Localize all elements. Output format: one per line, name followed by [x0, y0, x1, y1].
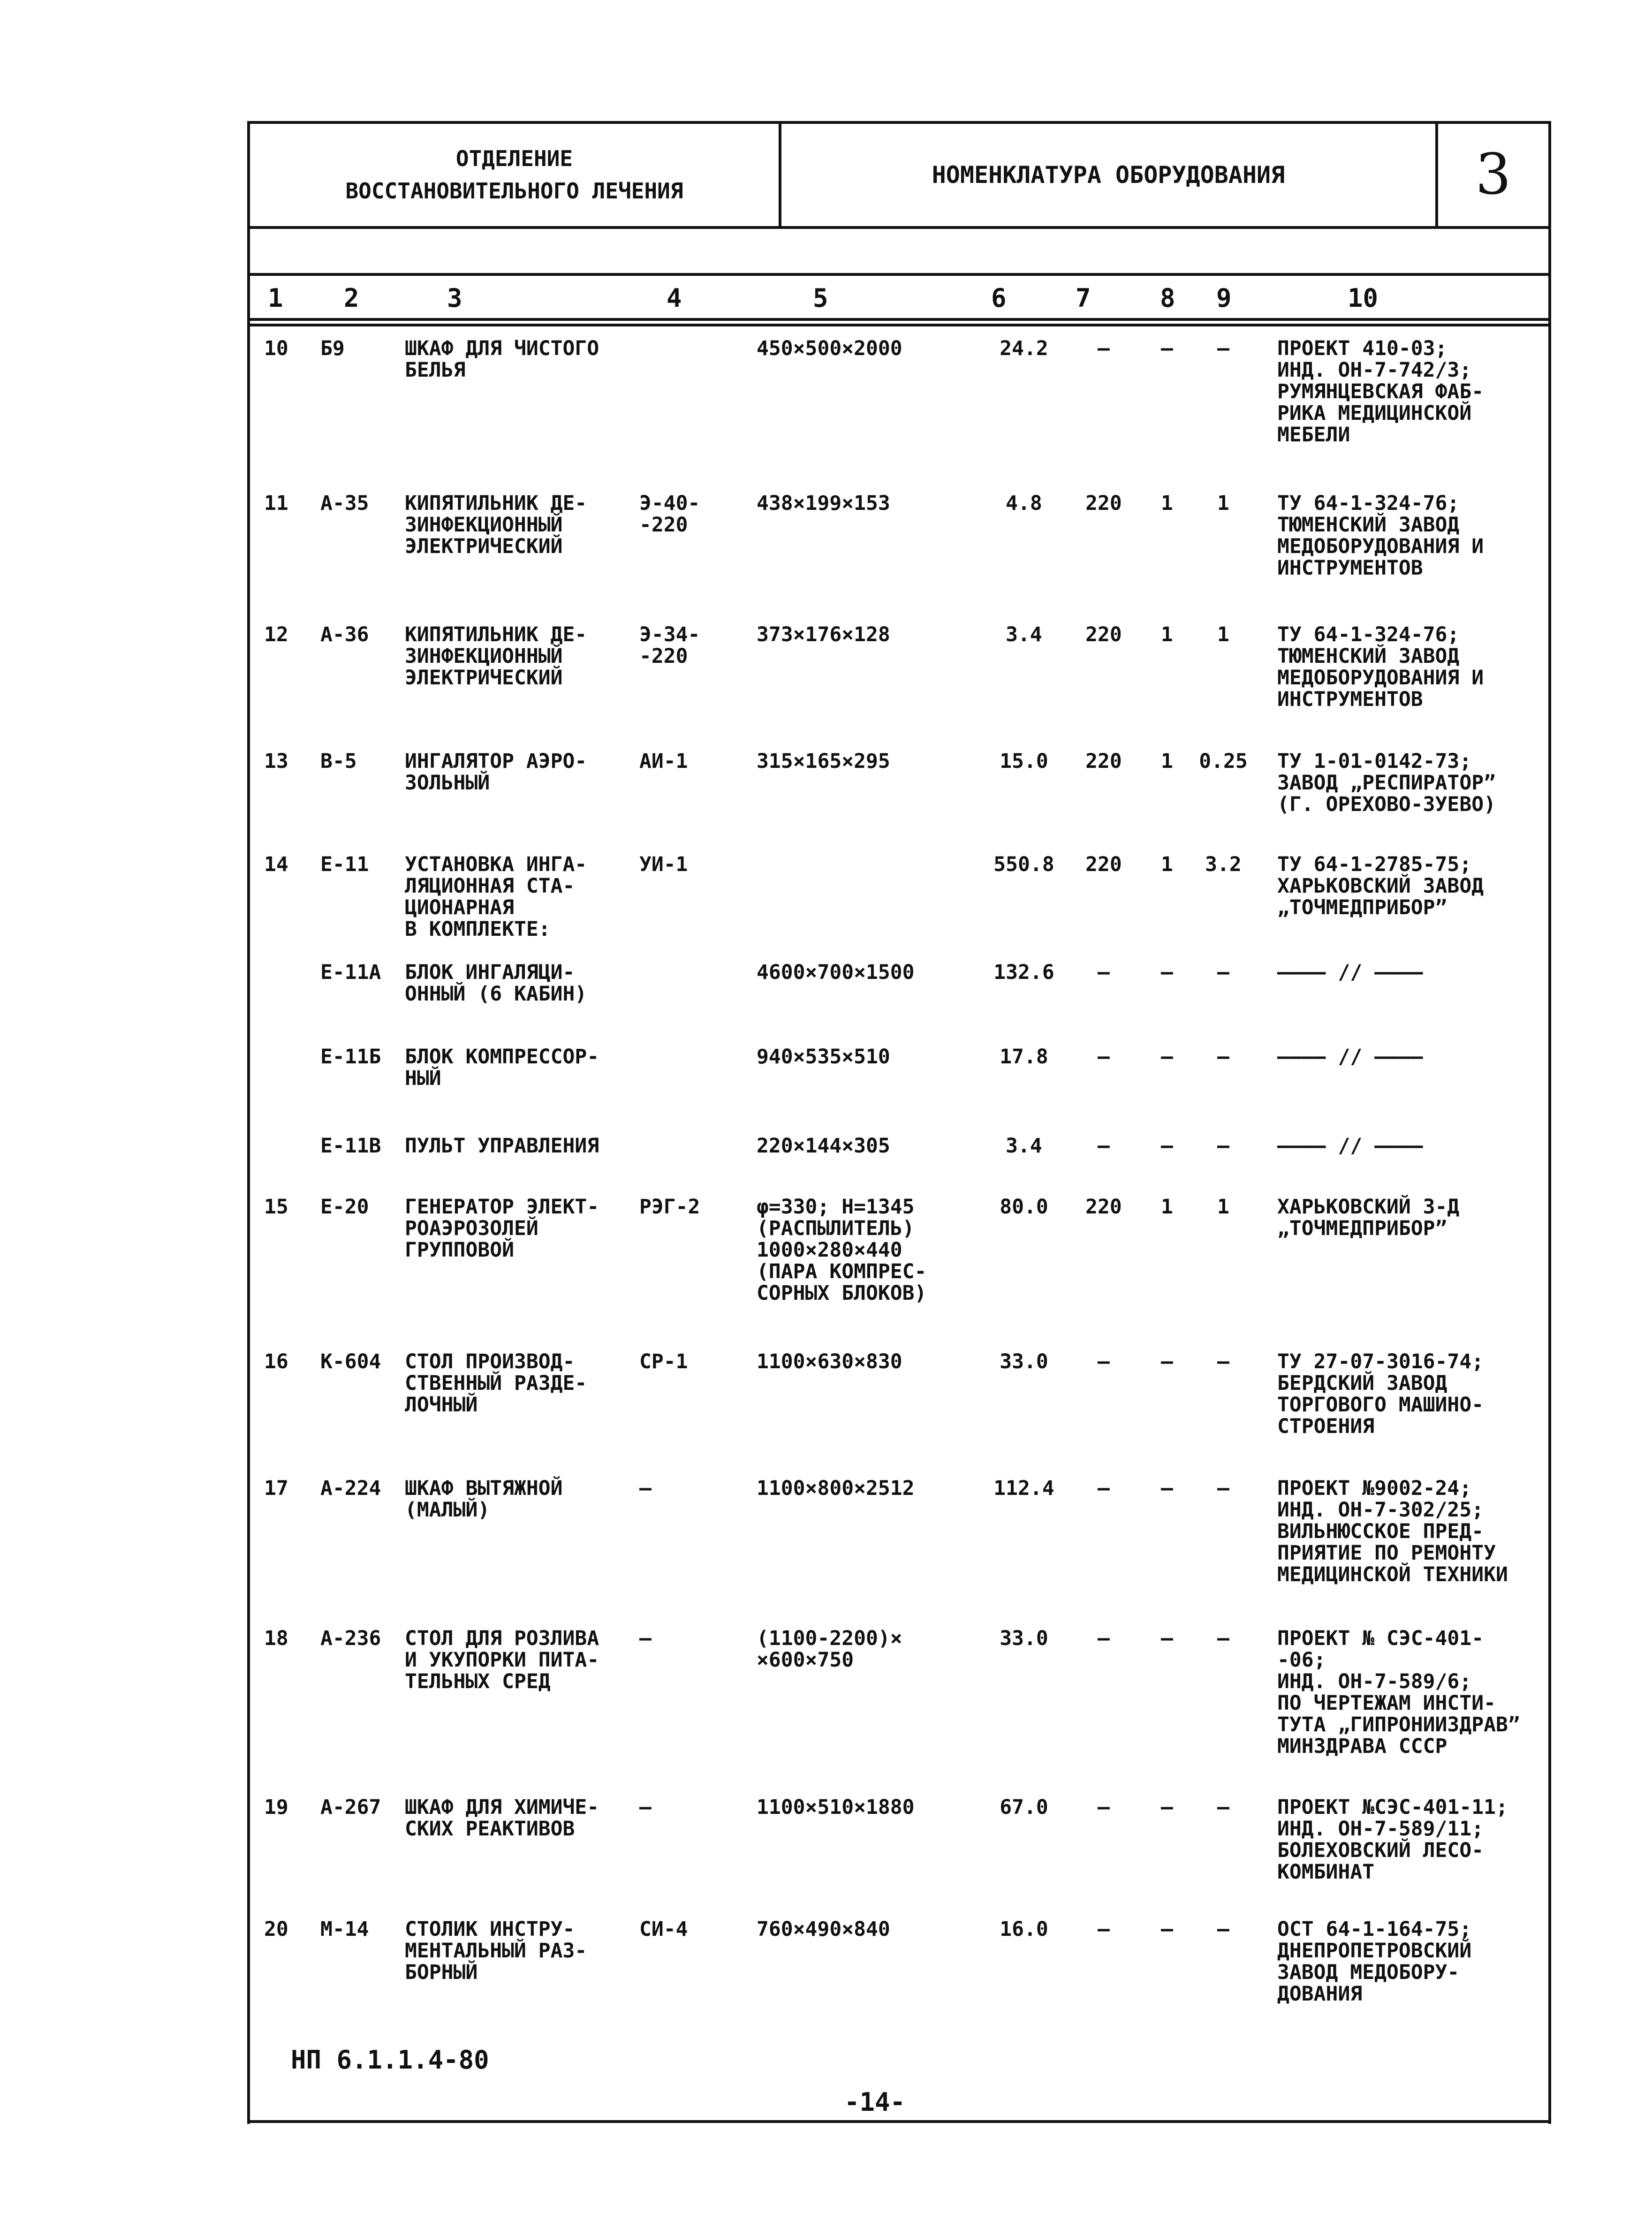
power: — [1217, 1627, 1229, 1650]
phases: — [1161, 1627, 1173, 1650]
power: — [1217, 1134, 1229, 1158]
row-number: 18 [264, 1627, 288, 1650]
voltage: 220 [1085, 1195, 1122, 1219]
voltage: — [1098, 1627, 1110, 1650]
row-number: 15 [264, 1195, 288, 1219]
equipment-name: КИПЯТИЛЬНИК ДЕ- ЗИНФЕКЦИОННЫЙ ЭЛЕКТРИЧЕСКИЙ [405, 623, 587, 690]
dimensions: 1100×800×2512 [757, 1477, 915, 1500]
department-line1: ОТДЕЛЕНИЕ [455, 146, 573, 171]
equipment-code: М-14 [320, 1918, 369, 1941]
document-title: НОМЕНКЛАТУРА ОБОРУДОВАНИЯ [781, 124, 1438, 226]
row-number: 16 [264, 1350, 288, 1373]
source-reference: ПРОЕКТ 410-03; ИНД. ОН-7-742/3; РУМЯНЦЕВСКАЯ ФАБ- РИКА МЕДИЦИНСКОЙ МЕБЕЛИ [1277, 337, 1484, 447]
equipment-type: — [639, 1796, 652, 1819]
dimensions: 220×144×305 [757, 1134, 890, 1158]
phases: — [1161, 1796, 1173, 1819]
equipment-type: СИ-4 [639, 1918, 688, 1941]
phases: 1 [1161, 853, 1173, 876]
equipment-type: Э-40- -220 [639, 492, 700, 537]
power: — [1217, 1045, 1229, 1069]
equipment-code: А-224 [320, 1477, 381, 1500]
power: — [1217, 961, 1229, 984]
department-cell [250, 124, 781, 226]
header-double-line [247, 324, 1551, 326]
equipment-code: Е-20 [320, 1195, 369, 1219]
mass: 112.4 [993, 1477, 1054, 1500]
col-header-7: 7 [1076, 283, 1091, 313]
dimensions: 4600×700×1500 [757, 961, 915, 984]
col-header-9: 9 [1216, 283, 1232, 313]
source-reference: ТУ 64-1-2785-75; ХАРЬКОВСКИЙ ЗАВОД „ТОЧМЕДПРИБОР” [1277, 853, 1484, 919]
power: — [1217, 1918, 1229, 1941]
mass: 33.0 [1000, 1350, 1048, 1373]
voltage: — [1098, 1134, 1110, 1158]
equipment-name: БЛОК ИНГАЛЯЦИ- ОННЫЙ (6 КАБИН) [405, 961, 587, 1006]
source-reference: ТУ 27-07-3016-74; БЕРДСКИЙ ЗАВОД ТОРГОВОГО МАШИНО- СТРОЕНИЯ [1277, 1350, 1484, 1438]
source-reference: ТУ 64-1-324-76; ТЮМЕНСКИЙ ЗАВОД МЕДОБОРУДОВАНИЯ И ИНСТРУМЕНТОВ [1277, 492, 1484, 580]
equipment-code: А-267 [320, 1796, 381, 1819]
mass: 4.8 [1006, 492, 1042, 515]
equipment-name: ИНГАЛЯТОР АЭРО- ЗОЛЬНЫЙ [405, 750, 587, 795]
equipment-code: Е-11 [320, 853, 369, 876]
phases: — [1161, 1134, 1173, 1158]
voltage: — [1098, 1796, 1110, 1819]
header-spacer-row [247, 229, 1551, 276]
row-number: 10 [264, 337, 288, 360]
voltage: — [1098, 1045, 1110, 1069]
voltage: 220 [1085, 623, 1122, 646]
dimensions: 1100×510×1880 [757, 1796, 915, 1819]
equipment-type: — [639, 1477, 652, 1500]
equipment-code: В-5 [320, 750, 357, 773]
mass: 80.0 [1000, 1195, 1048, 1219]
dimensions: 940×535×510 [757, 1045, 890, 1069]
mass: 132.6 [993, 961, 1054, 984]
dimensions: 760×490×840 [757, 1918, 890, 1941]
equipment-type: РЭГ-2 [639, 1195, 700, 1219]
equipment-code: А-36 [320, 623, 369, 646]
equipment-code: Е-11В [320, 1134, 381, 1158]
voltage: — [1098, 1918, 1110, 1941]
phases: — [1161, 961, 1173, 984]
row-number: 12 [264, 623, 288, 646]
row-number: 20 [264, 1918, 288, 1941]
mass: 17.8 [1000, 1045, 1048, 1069]
equipment-name: СТОЛИК ИНСТРУ- МЕНТАЛЬНЫЙ РАЗ- БОРНЫЙ [405, 1918, 587, 1984]
equipment-type: Э-34- -220 [639, 623, 700, 668]
equipment-code: Е-11Б [320, 1045, 381, 1069]
dimensions: φ=330; Н=1345 (РАСПЫЛИТЕЛЬ) 1000×280×440 (ПАРА КОМПРЕС- СОРНЫХ БЛОКОВ) [757, 1195, 927, 1305]
power: 3.2 [1205, 853, 1242, 876]
phases: — [1161, 1477, 1173, 1500]
row-number: 14 [264, 853, 288, 876]
col-header-8: 8 [1160, 283, 1175, 313]
col-header-10: 10 [1348, 283, 1379, 313]
col-header-4: 4 [667, 283, 682, 313]
dimensions: 373×176×128 [757, 623, 890, 646]
equipment-name: ШКАФ ДЛЯ ЧИСТОГО БЕЛЬЯ [405, 337, 599, 382]
source-reference: ХАРЬКОВСКИЙ З-Д „ТОЧМЕДПРИБОР” [1277, 1195, 1460, 1240]
col-header-6: 6 [991, 283, 1007, 313]
equipment-name: УСТАНОВКА ИНГА- ЛЯЦИОННАЯ СТА- ЦИОНАРНАЯ В КОМПЛЕКТЕ: [405, 853, 587, 941]
mass: 24.2 [1000, 337, 1048, 360]
col-header-2: 2 [344, 283, 359, 313]
voltage: — [1098, 1477, 1110, 1500]
source-reference: ———— // ———— [1277, 961, 1423, 984]
phases: — [1161, 1350, 1173, 1373]
source-reference: ПРОЕКТ №СЭС-401-11; ИНД. ОН-7-589/11; БОЛЕХОВСКИЙ ЛЕСО- КОМБИНАТ [1277, 1796, 1508, 1884]
source-reference: ПРОЕКТ №9002-24; ИНД. ОН-7-302/25; ВИЛЬНЮССКОЕ ПРЕД- ПРИЯТИЕ ПО РЕМОНТУ МЕДИЦИНСКОЙ ТЕХНИКИ [1277, 1477, 1508, 1586]
source-reference: ———— // ———— [1277, 1134, 1423, 1158]
equipment-type: СР-1 [639, 1350, 688, 1373]
equipment-name: ШКАФ ДЛЯ ХИМИЧЕ- СКИХ РЕАКТИВОВ [405, 1796, 599, 1841]
sheet-number: 3 [1475, 142, 1511, 207]
document-header [247, 121, 1551, 229]
phases: 1 [1161, 492, 1173, 515]
voltage: 220 [1085, 853, 1122, 876]
col-header-1: 1 [268, 283, 283, 313]
equipment-name: БЛОК КОМПРЕССОР- НЫЙ [405, 1045, 599, 1090]
mass: 16.0 [1000, 1918, 1048, 1941]
source-reference: ТУ 1-01-0142-73; ЗАВОД „РЕСПИРАТОР” (Г. ОРЕХОВО-ЗУЕВО) [1277, 750, 1496, 816]
equipment-code: А-236 [320, 1627, 381, 1650]
page-number: -14- [844, 2087, 906, 2117]
department-line2: ВОССТАНОВИТЕЛЬНОГО ЛЕЧЕНИЯ [345, 178, 683, 204]
column-header-row [247, 276, 1551, 321]
dimensions: (1100-2200)× ×600×750 [757, 1627, 902, 1672]
equipment-type: АИ-1 [639, 750, 688, 773]
row-number: 13 [264, 750, 288, 773]
power: — [1217, 1350, 1229, 1373]
equipment-name: ШКАФ ВЫТЯЖНОЙ (МАЛЫЙ) [405, 1477, 563, 1522]
power: — [1217, 1477, 1229, 1500]
equipment-name: ПУЛЬТ УПРАВЛЕНИЯ [405, 1134, 599, 1158]
equipment-code: А-35 [320, 492, 369, 515]
equipment-code: К-604 [320, 1350, 381, 1373]
mass: 33.0 [1000, 1627, 1048, 1650]
dimensions: 438×199×153 [757, 492, 890, 515]
phases: — [1161, 1918, 1173, 1941]
equipment-type: УИ-1 [639, 853, 688, 876]
dimensions: 1100×630×830 [757, 1350, 902, 1373]
mass: 15.0 [1000, 750, 1048, 773]
mass: 3.4 [1006, 1134, 1042, 1158]
power: — [1217, 337, 1229, 360]
voltage: — [1098, 961, 1110, 984]
equipment-code: Е-11А [320, 961, 381, 984]
voltage: 220 [1085, 492, 1122, 515]
power: 1 [1217, 623, 1229, 646]
document-code: НП 6.1.1.4-80 [291, 2045, 489, 2075]
power: 1 [1217, 492, 1229, 515]
source-reference: ОСТ 64-1-164-75; ДНЕПРОПЕТРОВСКИЙ ЗАВОД МЕДОБОРУ- ДОВАНИЯ [1277, 1918, 1472, 2006]
equipment-name: СТОЛ ПРОИЗВОД- СТВЕННЫЙ РАЗДЕ- ЛОЧНЫЙ [405, 1350, 587, 1417]
equipment-name: СТОЛ ДЛЯ РОЗЛИВА И УКУПОРКИ ПИТА- ТЕЛЬНЫХ СРЕД [405, 1627, 599, 1693]
dimensions: 450×500×2000 [757, 337, 902, 360]
source-reference: ———— // ———— [1277, 1045, 1423, 1069]
voltage: 220 [1085, 750, 1122, 773]
phases: — [1161, 1045, 1173, 1069]
equipment-code: Б9 [320, 337, 345, 360]
equipment-name: КИПЯТИЛЬНИК ДЕ- ЗИНФЕКЦИОННЫЙ ЭЛЕКТРИЧЕСКИЙ [405, 492, 587, 558]
mass: 3.4 [1006, 623, 1042, 646]
voltage: — [1098, 337, 1110, 360]
row-number: 11 [264, 492, 288, 515]
phases: 1 [1161, 750, 1173, 773]
phases: — [1161, 337, 1173, 360]
mass: 550.8 [993, 853, 1054, 876]
power: 1 [1217, 1195, 1229, 1219]
row-number: 17 [264, 1477, 288, 1500]
col-header-5: 5 [813, 283, 828, 313]
col-header-3: 3 [447, 283, 462, 313]
power: — [1217, 1796, 1229, 1819]
equipment-type: — [639, 1627, 652, 1650]
row-number: 19 [264, 1796, 288, 1819]
power: 0.25 [1199, 750, 1248, 773]
voltage: — [1098, 1350, 1110, 1373]
phases: 1 [1161, 1195, 1173, 1219]
source-reference: ПРОЕКТ № СЭС-401- -06; ИНД. ОН-7-589/6; ПО ЧЕРТЕЖАМ ИНСТИ- ТУТА „ГИПРОНИИЗДРАВ” МИНЗДРАВА СССР [1277, 1627, 1520, 1758]
bottom-border [247, 2120, 1551, 2123]
dimensions: 315×165×295 [757, 750, 890, 773]
phases: 1 [1161, 623, 1173, 646]
source-reference: ТУ 64-1-324-76; ТЮМЕНСКИЙ ЗАВОД МЕДОБОРУДОВАНИЯ И ИНСТРУМЕНТОВ [1277, 623, 1484, 711]
equipment-name: ГЕНЕРАТОР ЭЛЕКТ- РОАЭРОЗОЛЕЙ ГРУППОВОЙ [405, 1195, 599, 1262]
mass: 67.0 [1000, 1796, 1048, 1819]
